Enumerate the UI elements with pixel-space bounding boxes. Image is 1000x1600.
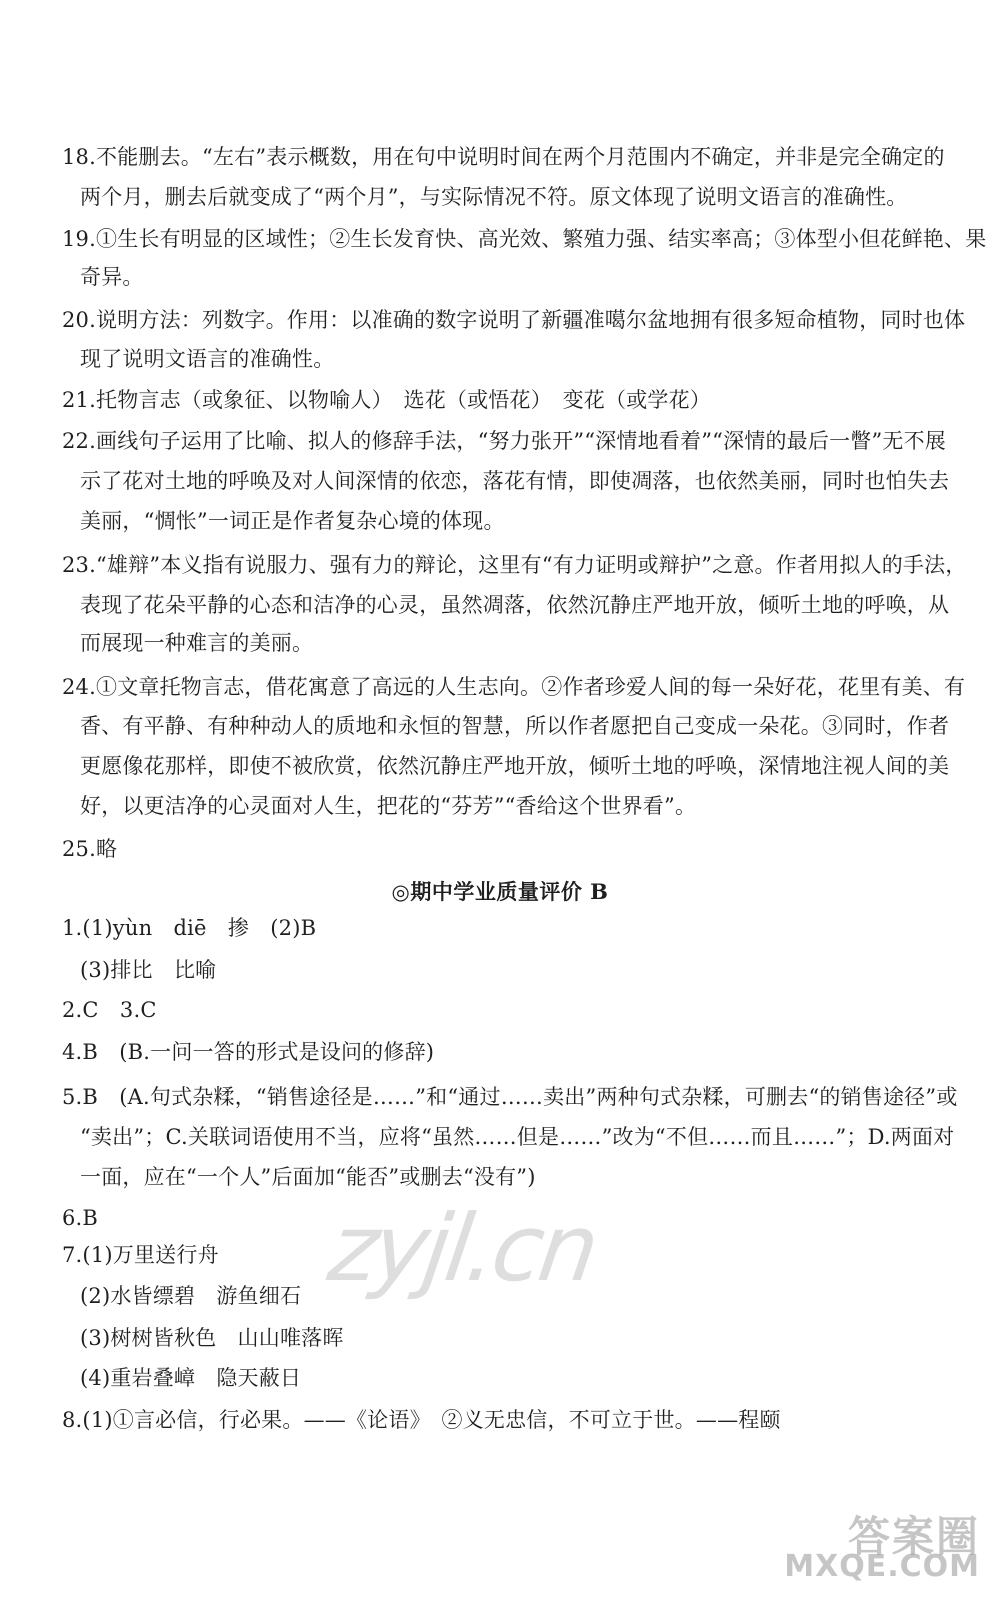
- answer-23-line-2: 表现了花朵平静的心态和洁净的心灵，虽然凋落，依然沉静庄严地开放，倾听土地的呼唤，从: [80, 593, 950, 617]
- corner-badge-logo: [770, 1504, 980, 1584]
- watermark-logo: zyjl.cn: [322, 1195, 602, 1302]
- answer-25-line-1: 25.略: [62, 837, 118, 861]
- item-5-line-1: 5.B (A.句式杂糅，“销售途径是……”和“通过……卖出”两种句式杂糅，可删去“的销售途径”或: [62, 1085, 958, 1109]
- answer-20-line-2: 现了说明文语言的准确性。: [80, 347, 335, 371]
- answer-18-line-1: 18.不能删去。“左右”表示概数，用在句中说明时间在两个月范围内不确定，并非是完全确定的: [62, 145, 945, 169]
- item-7-2: (2)水皆缥碧 游鱼细石: [80, 1284, 302, 1308]
- section-title: ◎期中学业质量评价 B: [391, 879, 609, 904]
- item-1-sub-3: (3)排比 比喻: [80, 958, 217, 982]
- item-5-line-3: 一面，应在“一个人”后面加“能否”或删去“没有”): [80, 1165, 536, 1189]
- answer-24-line-1: 24.①文章托物言志，借花寓意了高远的人生志向。②作者珍爱人间的每一朵好花，花里有美、有: [62, 675, 966, 699]
- answer-23-line-3: 而展现一种难言的美丽。: [80, 631, 314, 655]
- answer-18-line-2: 两个月，删去后就变成了“两个月”，与实际情况不符。原文体现了说明文语言的准确性。: [80, 185, 908, 209]
- answer-24-line-4: 好，以更洁净的心灵面对人生，把花的“芬芳”“香给这个世界看”。: [80, 794, 697, 818]
- item-6: 6.B: [62, 1206, 99, 1230]
- item-2-3: 2.C 3.C: [62, 998, 157, 1022]
- answer-22-line-1: 22.画线句子运用了比喻、拟人的修辞手法，“努力张开”“深情地看着”“深情的最后一瞥”无不展: [62, 429, 947, 453]
- answer-24-line-2: 香、有平静、有种种动人的质地和永恒的智慧，所以作者愿把自己变成一朵花。③同时，作者: [80, 714, 950, 738]
- item-7-1: 7.(1)万里送行舟: [62, 1243, 219, 1267]
- badge-top-text: 答案圈: [847, 1512, 980, 1561]
- answer-20-line-1: 20.说明方法：列数字。作用：以准确的数字说明了新疆准噶尔盆地拥有很多短命植物，同时也体: [62, 308, 966, 332]
- item-1: 1.(1)yùn diē 掺 (2)B: [62, 916, 317, 940]
- answer-22-line-2: 示了花对土地的呼唤及对人间深情的依恋，落花有情，即使凋落，也依然美丽，同时也怕失去: [80, 469, 950, 493]
- item-7-4: (4)重岩叠嶂 隐天蔽日: [80, 1366, 302, 1390]
- item-5-line-2: “卖出”；C.关联词语使用不当，应将“虽然……但是……”改为“不但……而且……”；D.两面对: [80, 1125, 955, 1149]
- answer-19-line-1: 19.①生长有明显的区域性；②生长发育快、高光效、繁殖力强、结实率高；③体型小但花鲜艳、果: [62, 227, 987, 251]
- badge-bottom-text: MXQE.COM: [784, 1549, 980, 1584]
- item-4: 4.B (B.一问一答的形式是设问的修辞): [62, 1040, 435, 1064]
- answer-21-line-1: 21.托物言志（或象征、以物喻人） 选花（或悟花） 变花（或学花）: [62, 388, 711, 412]
- item-8: 8.(1)①言必信，行必果。——《论语》 ②义无忠信，不可立于世。——程颐: [62, 1408, 781, 1432]
- answer-23-line-1: 23.“雄辩”本义指有说服力、强有力的辩论，这里有“有力证明或辩护”之意。作者用拟人的手法，: [62, 553, 967, 577]
- answer-22-line-3: 美丽，“惆怅”一词正是作者复杂心境的体现。: [80, 509, 505, 533]
- answer-24-line-3: 更愿像花那样，即使不被欣赏，依然沉静庄严地开放，倾听土地的呼唤，深情地注视人间的美: [80, 754, 950, 778]
- answer-19-line-2: 奇异。: [80, 265, 144, 289]
- item-7-3: (3)树树皆秋色 山山唯落晖: [80, 1326, 344, 1350]
